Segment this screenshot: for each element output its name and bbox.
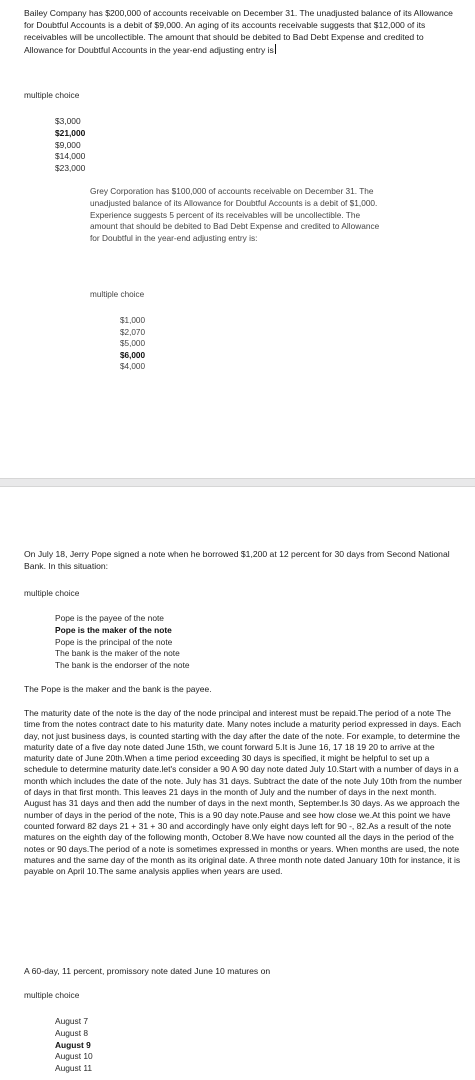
- option-item[interactable]: August 10: [55, 1051, 93, 1062]
- panel-divider: [0, 478, 475, 487]
- question-3-text: On July 18, Jerry Pope signed a note when he borrowed $1,200 at 12 percent for 30 days from Second National Bank. In this situation:: [24, 549, 450, 572]
- option-item-correct[interactable]: $6,000: [120, 350, 146, 360]
- explanation-paragraph: The maturity date of the note is the day of the node principal and interest must be repaid.The period of a note The time from the notes contract date to his maturity date. Many notes include a maturity period expressed in days. Each day, not just business days, is counted starting with the day after the date of the note. For example, to determine the maturity date of a five day note dated June 15th, we count forward 5.It is June 16, 17 18 19 20 to arrive at the maturity date of June 20th.When a time period exceeding 30 days is specified, it might be helpful to set up a schedule to determine maturity date.let's consider a 90 A 90 day note dated July 10.Start with a number of days in a month which includes the date of the note. July has 31 days. Subtract the date of the note July 10th from the number of days in that first month. This leaves 21 days in the month of July and the number of days in the next month. August has 31 days and then add the number of days in the next month, September.Is 30 days. As we approach the number of days in the period of the note, This is a 90 day note.Pause and see how close we.At this point we have counted forward 82 days 21 + 31 + 30 and accordingly have only eight days left for 90 -, 82.As a result of the note matures on the eighth day of the following month, October 8.We have now counted all the days in the period of the notes or 90 days.The period of a note is sometimes expressed in months or years. When months are used, the note matures and the same day of the month as its original date. A three month note dated January 10th for instance, it is payable on April 10.The same analysis applies when years are used.: [24, 708, 463, 877]
- option-item[interactable]: $4,000: [120, 362, 146, 372]
- option-item[interactable]: Pope is the principal of the note: [55, 636, 173, 647]
- option-item[interactable]: $1,000: [120, 316, 146, 325]
- option-item-correct[interactable]: August 9: [55, 1039, 91, 1050]
- question-3-type-label: multiple choice: [24, 588, 80, 598]
- option-item-correct[interactable]: Pope is the maker of the note: [55, 624, 172, 635]
- question-4-type-label: multiple choice: [24, 990, 80, 1000]
- question-2-options: [120, 315, 145, 373]
- screenshot-panel-bottom: [0, 487, 475, 1080]
- option-item[interactable]: $5,000: [120, 339, 146, 349]
- option-item[interactable]: The bank is the maker of the note: [55, 648, 180, 659]
- question-1-text: Bailey Company has $200,000 of accounts receivable on December 31. The unadjusted balance of its Allowance for Doubtful Accounts is a debit of $9,000. An aging of its accounts receivable suggests that $12,000 of its receivables will be uncollectible. The amount that should be debited to Bad Debt Expense and credited to Allowance for Doubtful Accounts in the year-end adjusting entry is: [24, 8, 453, 55]
- question-2-text: Grey Corporation has $100,000 of accounts receivable on December 31. The unadjusted balance of its Allowance for Doubtful Accounts is a debit of $1,000. Experience suggests 5 percent of its receivables will be uncollectible. The amount that should be debited to Bad Debt Expense and credited to Allowance for Doubtful in the year-end adjusting entry is:: [90, 186, 380, 244]
- option-item[interactable]: August 11: [55, 1063, 93, 1074]
- option-item[interactable]: $2,070: [120, 327, 146, 337]
- option-item[interactable]: $9,000: [55, 139, 81, 150]
- option-item[interactable]: The bank is the endorser of the note: [55, 660, 190, 671]
- question-4-options: [55, 1016, 93, 1075]
- question-1-options: [55, 116, 85, 175]
- text-cursor: [275, 44, 276, 54]
- question-3-options: [55, 613, 190, 672]
- option-item[interactable]: $3,000: [55, 116, 81, 126]
- option-item[interactable]: August 8: [55, 1027, 89, 1038]
- question-1-type-label: multiple choice: [24, 90, 80, 100]
- option-item[interactable]: $14,000: [55, 151, 86, 162]
- option-item[interactable]: $23,000: [55, 163, 86, 174]
- option-item[interactable]: August 7: [55, 1016, 89, 1026]
- question-4-text: A 60-day, 11 percent, promissory note dated June 10 matures on: [24, 966, 271, 976]
- answer-note: The Pope is the maker and the bank is the payee.: [24, 684, 212, 694]
- question-2-type-label: multiple choice: [90, 290, 145, 299]
- option-item[interactable]: Pope is the payee of the note: [55, 613, 164, 623]
- screenshot-panel-top: [0, 0, 475, 478]
- option-item-correct[interactable]: $21,000: [55, 127, 86, 138]
